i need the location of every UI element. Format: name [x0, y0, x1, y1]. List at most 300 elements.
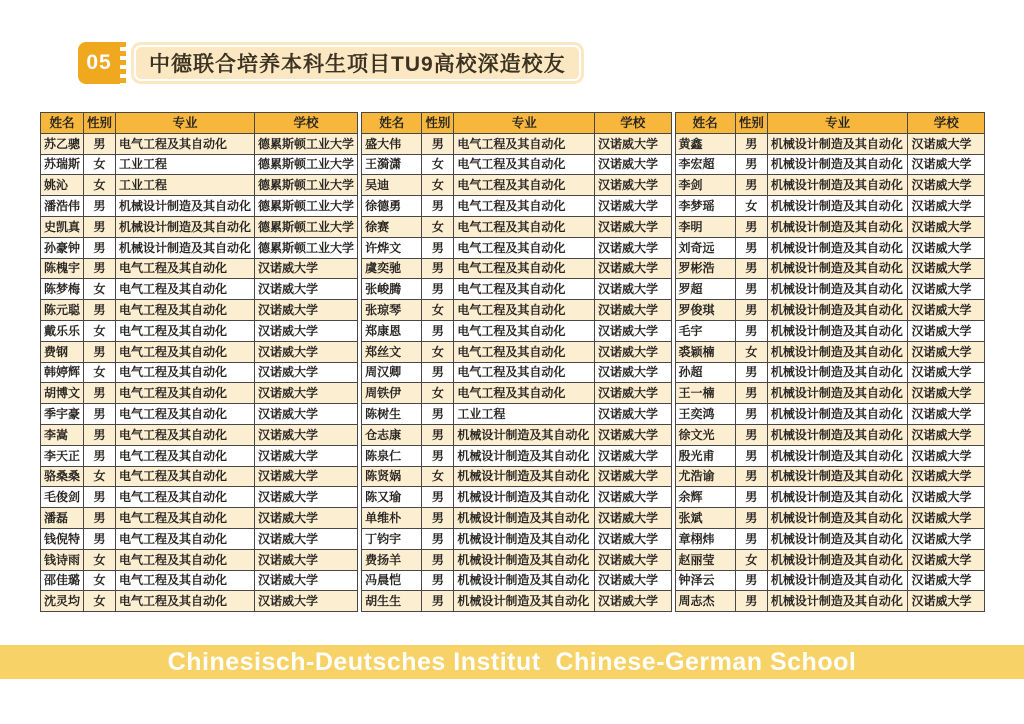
name-cell: 骆桑桑 [41, 466, 84, 487]
column-header-gender: 性别 [735, 113, 767, 134]
school-cell: 汉诺威大学 [908, 508, 985, 529]
name-cell: 钱诗雨 [41, 549, 84, 570]
gender-cell: 男 [84, 508, 116, 529]
major-cell: 工业工程 [454, 404, 595, 425]
table-row [362, 300, 671, 321]
badge-perforation-edge [120, 42, 126, 84]
major-cell: 工业工程 [116, 154, 255, 175]
name-cell: 王一楠 [675, 383, 735, 404]
gender-cell: 女 [84, 279, 116, 300]
name-cell: 余辉 [675, 487, 735, 508]
major-cell: 机械设计制造及其自动化 [767, 383, 908, 404]
name-cell: 孙豪钟 [41, 237, 84, 258]
major-cell: 电气工程及其自动化 [116, 133, 255, 154]
school-cell: 汉诺威大学 [255, 466, 358, 487]
major-cell: 机械设计制造及其自动化 [454, 508, 595, 529]
school-cell: 汉诺威大学 [255, 279, 358, 300]
name-cell: 李嵩 [41, 424, 84, 445]
name-cell: 钱倪特 [41, 528, 84, 549]
gender-cell: 女 [84, 320, 116, 341]
major-cell: 电气工程及其自动化 [454, 362, 595, 383]
gender-cell: 男 [735, 445, 767, 466]
gender-cell: 女 [84, 570, 116, 591]
gender-cell: 男 [735, 320, 767, 341]
table-row [675, 175, 984, 196]
school-cell: 汉诺威大学 [595, 300, 672, 321]
name-cell: 姚沁 [41, 175, 84, 196]
school-cell: 汉诺威大学 [908, 237, 985, 258]
table-row [675, 279, 984, 300]
major-cell: 电气工程及其自动化 [116, 424, 255, 445]
table-row [362, 279, 671, 300]
major-cell: 机械设计制造及其自动化 [767, 237, 908, 258]
school-cell: 汉诺威大学 [595, 445, 672, 466]
school-cell: 汉诺威大学 [255, 300, 358, 321]
school-cell: 汉诺威大学 [255, 445, 358, 466]
table-row [41, 216, 358, 237]
school-cell: 汉诺威大学 [255, 341, 358, 362]
table-header-row [41, 113, 358, 134]
major-cell: 电气工程及其自动化 [454, 320, 595, 341]
school-cell: 汉诺威大学 [255, 362, 358, 383]
table-row [362, 487, 671, 508]
school-cell: 汉诺威大学 [908, 258, 985, 279]
school-cell: 德累斯顿工业大学 [255, 154, 358, 175]
alumni-tables [40, 112, 985, 612]
gender-cell: 男 [735, 216, 767, 237]
table-row [41, 237, 358, 258]
gender-cell: 男 [735, 508, 767, 529]
major-cell: 机械设计制造及其自动化 [454, 549, 595, 570]
major-cell: 机械设计制造及其自动化 [454, 466, 595, 487]
major-cell: 电气工程及其自动化 [116, 258, 255, 279]
table-row [362, 258, 671, 279]
name-cell: 李明 [675, 216, 735, 237]
school-cell: 汉诺威大学 [255, 591, 358, 612]
gender-cell: 男 [735, 487, 767, 508]
major-cell: 机械设计制造及其自动化 [454, 528, 595, 549]
gender-cell: 男 [422, 404, 454, 425]
gender-cell: 男 [735, 154, 767, 175]
name-cell: 郑丝文 [362, 341, 422, 362]
school-cell: 汉诺威大学 [908, 404, 985, 425]
name-cell: 李剑 [675, 175, 735, 196]
school-cell: 汉诺威大学 [908, 424, 985, 445]
school-cell: 汉诺威大学 [908, 362, 985, 383]
section-number-badge: 05 [78, 42, 120, 84]
gender-cell: 男 [84, 424, 116, 445]
school-cell: 汉诺威大学 [908, 320, 985, 341]
table-row [362, 383, 671, 404]
name-cell: 尤浩谕 [675, 466, 735, 487]
major-cell: 机械设计制造及其自动化 [767, 466, 908, 487]
table-row [41, 196, 358, 217]
alumni-table-left [40, 112, 358, 612]
school-cell: 汉诺威大学 [255, 258, 358, 279]
school-cell: 汉诺威大学 [908, 175, 985, 196]
gender-cell: 男 [422, 528, 454, 549]
gender-cell: 男 [735, 570, 767, 591]
gender-cell: 男 [84, 528, 116, 549]
major-cell: 电气工程及其自动化 [116, 549, 255, 570]
school-cell: 汉诺威大学 [908, 591, 985, 612]
table-row [41, 320, 358, 341]
school-cell: 汉诺威大学 [595, 341, 672, 362]
table-row [675, 341, 984, 362]
gender-cell: 男 [735, 404, 767, 425]
column-header-name: 姓名 [41, 113, 84, 134]
column-header-gender: 性别 [84, 113, 116, 134]
gender-cell: 女 [422, 154, 454, 175]
table-row [675, 549, 984, 570]
gender-cell: 男 [84, 445, 116, 466]
name-cell: 胡生生 [362, 591, 422, 612]
major-cell: 机械设计制造及其自动化 [767, 549, 908, 570]
school-cell: 汉诺威大学 [255, 487, 358, 508]
school-cell: 汉诺威大学 [595, 466, 672, 487]
gender-cell: 女 [84, 175, 116, 196]
school-cell: 汉诺威大学 [595, 570, 672, 591]
major-cell: 机械设计制造及其自动化 [767, 258, 908, 279]
gender-cell: 女 [735, 341, 767, 362]
school-cell: 汉诺威大学 [255, 528, 358, 549]
gender-cell: 女 [422, 216, 454, 237]
gender-cell: 女 [84, 591, 116, 612]
table-row [362, 196, 671, 217]
name-cell: 殷光甫 [675, 445, 735, 466]
name-cell: 罗俊琪 [675, 300, 735, 321]
major-cell: 电气工程及其自动化 [116, 341, 255, 362]
gender-cell: 男 [735, 362, 767, 383]
school-cell: 汉诺威大学 [908, 341, 985, 362]
school-cell: 汉诺威大学 [908, 133, 985, 154]
name-cell: 王奕鸿 [675, 404, 735, 425]
major-cell: 机械设计制造及其自动化 [767, 341, 908, 362]
table-row [41, 279, 358, 300]
table-row [41, 133, 358, 154]
major-cell: 机械设计制造及其自动化 [116, 216, 255, 237]
major-cell: 电气工程及其自动化 [454, 383, 595, 404]
name-cell: 邵佳璐 [41, 570, 84, 591]
name-cell: 陈又瑜 [362, 487, 422, 508]
school-cell: 汉诺威大学 [908, 549, 985, 570]
table-row [362, 216, 671, 237]
table-row [362, 528, 671, 549]
name-cell: 潘浩伟 [41, 196, 84, 217]
major-cell: 机械设计制造及其自动化 [767, 154, 908, 175]
name-cell: 丁钧宇 [362, 528, 422, 549]
gender-cell: 男 [84, 133, 116, 154]
name-cell: 李天正 [41, 445, 84, 466]
name-cell: 单维朴 [362, 508, 422, 529]
gender-cell: 男 [422, 549, 454, 570]
gender-cell: 男 [422, 424, 454, 445]
major-cell: 机械设计制造及其自动化 [767, 216, 908, 237]
name-cell: 许烨文 [362, 237, 422, 258]
table-row [362, 424, 671, 445]
gender-cell: 男 [735, 175, 767, 196]
name-cell: 仓志康 [362, 424, 422, 445]
table-row [41, 466, 358, 487]
gender-cell: 男 [422, 133, 454, 154]
major-cell: 电气工程及其自动化 [454, 300, 595, 321]
table-row [41, 445, 358, 466]
major-cell: 电气工程及其自动化 [454, 237, 595, 258]
name-cell: 周志杰 [675, 591, 735, 612]
table-row [41, 528, 358, 549]
school-cell: 汉诺威大学 [595, 508, 672, 529]
table-row [41, 487, 358, 508]
table-row [41, 258, 358, 279]
table-header-row [362, 113, 671, 134]
name-cell: 季宇豪 [41, 404, 84, 425]
table-row [362, 154, 671, 175]
table-row [41, 508, 358, 529]
table-header-row [675, 113, 984, 134]
table-row [362, 591, 671, 612]
school-cell: 汉诺威大学 [255, 424, 358, 445]
major-cell: 电气工程及其自动化 [454, 175, 595, 196]
table-row [362, 362, 671, 383]
gender-cell: 男 [422, 320, 454, 341]
school-cell: 汉诺威大学 [255, 570, 358, 591]
school-cell: 汉诺威大学 [595, 196, 672, 217]
major-cell: 电气工程及其自动化 [116, 404, 255, 425]
column-header-gender: 性别 [422, 113, 454, 134]
table-row [675, 445, 984, 466]
school-cell: 汉诺威大学 [255, 404, 358, 425]
name-cell: 裘颖楠 [675, 341, 735, 362]
school-cell: 汉诺威大学 [595, 424, 672, 445]
gender-cell: 男 [735, 383, 767, 404]
table-row [675, 487, 984, 508]
major-cell: 电气工程及其自动化 [116, 383, 255, 404]
name-cell: 章栩炜 [675, 528, 735, 549]
name-cell: 徐德勇 [362, 196, 422, 217]
name-cell: 周铁伊 [362, 383, 422, 404]
name-cell: 戴乐乐 [41, 320, 84, 341]
major-cell: 电气工程及其自动化 [454, 196, 595, 217]
gender-cell: 男 [735, 528, 767, 549]
name-cell: 陈槐宇 [41, 258, 84, 279]
school-cell: 汉诺威大学 [255, 549, 358, 570]
school-cell: 德累斯顿工业大学 [255, 133, 358, 154]
name-cell: 刘奇远 [675, 237, 735, 258]
major-cell: 机械设计制造及其自动化 [767, 404, 908, 425]
major-cell: 机械设计制造及其自动化 [454, 487, 595, 508]
name-cell: 冯晨恺 [362, 570, 422, 591]
gender-cell: 男 [735, 237, 767, 258]
name-cell: 郑康恩 [362, 320, 422, 341]
name-cell: 陈元聪 [41, 300, 84, 321]
name-cell: 韩婷辉 [41, 362, 84, 383]
table-row [675, 258, 984, 279]
table-row [675, 216, 984, 237]
school-cell: 汉诺威大学 [908, 154, 985, 175]
table-row [675, 424, 984, 445]
table-row [362, 570, 671, 591]
name-cell: 盛大伟 [362, 133, 422, 154]
gender-cell: 男 [84, 258, 116, 279]
major-cell: 机械设计制造及其自动化 [767, 591, 908, 612]
gender-cell: 男 [84, 216, 116, 237]
major-cell: 电气工程及其自动化 [116, 487, 255, 508]
name-cell: 孙超 [675, 362, 735, 383]
school-cell: 汉诺威大学 [595, 528, 672, 549]
school-cell: 汉诺威大学 [255, 508, 358, 529]
gender-cell: 男 [84, 300, 116, 321]
major-cell: 机械设计制造及其自动化 [767, 196, 908, 217]
name-cell: 张斌 [675, 508, 735, 529]
major-cell: 电气工程及其自动化 [454, 279, 595, 300]
alumni-table-right [675, 112, 985, 612]
major-cell: 电气工程及其自动化 [116, 320, 255, 341]
major-cell: 电气工程及其自动化 [116, 591, 255, 612]
school-cell: 汉诺威大学 [908, 570, 985, 591]
table-row [675, 528, 984, 549]
school-cell: 汉诺威大学 [908, 487, 985, 508]
gender-cell: 女 [422, 383, 454, 404]
name-cell: 苏瑞斯 [41, 154, 84, 175]
name-cell: 张峻腾 [362, 279, 422, 300]
major-cell: 机械设计制造及其自动化 [767, 279, 908, 300]
table-row [41, 549, 358, 570]
name-cell: 陈贤娲 [362, 466, 422, 487]
major-cell: 电气工程及其自动化 [116, 528, 255, 549]
gender-cell: 男 [422, 279, 454, 300]
major-cell: 机械设计制造及其自动化 [767, 300, 908, 321]
column-header-major: 专业 [116, 113, 255, 134]
school-cell: 德累斯顿工业大学 [255, 216, 358, 237]
footer-banner [0, 645, 1024, 679]
gender-cell: 男 [84, 237, 116, 258]
table-row [675, 570, 984, 591]
school-cell: 德累斯顿工业大学 [255, 175, 358, 196]
gender-cell: 女 [84, 362, 116, 383]
name-cell: 陈梦梅 [41, 279, 84, 300]
major-cell: 电气工程及其自动化 [116, 279, 255, 300]
major-cell: 机械设计制造及其自动化 [767, 362, 908, 383]
major-cell: 电气工程及其自动化 [454, 216, 595, 237]
major-cell: 机械设计制造及其自动化 [454, 591, 595, 612]
school-cell: 汉诺威大学 [595, 175, 672, 196]
name-cell: 毛俊剑 [41, 487, 84, 508]
gender-cell: 男 [735, 279, 767, 300]
table-row [675, 362, 984, 383]
school-cell: 汉诺威大学 [595, 279, 672, 300]
column-header-school: 学校 [595, 113, 672, 134]
major-cell: 机械设计制造及其自动化 [767, 570, 908, 591]
table-row [41, 154, 358, 175]
school-cell: 汉诺威大学 [595, 404, 672, 425]
table-row [362, 404, 671, 425]
table-row [41, 404, 358, 425]
table-row [362, 341, 671, 362]
major-cell: 机械设计制造及其自动化 [767, 487, 908, 508]
name-cell: 潘磊 [41, 508, 84, 529]
gender-cell: 男 [422, 487, 454, 508]
major-cell: 机械设计制造及其自动化 [116, 196, 255, 217]
gender-cell: 男 [735, 300, 767, 321]
major-cell: 机械设计制造及其自动化 [116, 237, 255, 258]
school-cell: 汉诺威大学 [595, 362, 672, 383]
name-cell: 张琼琴 [362, 300, 422, 321]
name-cell: 胡博文 [41, 383, 84, 404]
major-cell: 电气工程及其自动化 [454, 154, 595, 175]
school-cell: 汉诺威大学 [595, 549, 672, 570]
table-row [41, 362, 358, 383]
table-row [675, 154, 984, 175]
name-cell: 罗超 [675, 279, 735, 300]
major-cell: 电气工程及其自动化 [116, 570, 255, 591]
gender-cell: 男 [735, 466, 767, 487]
table-row [675, 466, 984, 487]
gender-cell: 男 [735, 133, 767, 154]
name-cell: 陈泉仁 [362, 445, 422, 466]
major-cell: 电气工程及其自动化 [116, 300, 255, 321]
school-cell: 汉诺威大学 [255, 383, 358, 404]
major-cell: 机械设计制造及其自动化 [454, 570, 595, 591]
major-cell: 机械设计制造及其自动化 [767, 445, 908, 466]
major-cell: 机械设计制造及其自动化 [767, 528, 908, 549]
school-cell: 汉诺威大学 [595, 133, 672, 154]
gender-cell: 男 [84, 404, 116, 425]
table-row [675, 196, 984, 217]
name-cell: 罗彬浩 [675, 258, 735, 279]
major-cell: 电气工程及其自动化 [454, 341, 595, 362]
table-row [41, 424, 358, 445]
column-header-major: 专业 [767, 113, 908, 134]
school-cell: 汉诺威大学 [908, 528, 985, 549]
gender-cell: 男 [735, 424, 767, 445]
gender-cell: 女 [84, 466, 116, 487]
school-cell: 汉诺威大学 [595, 487, 672, 508]
major-cell: 电气工程及其自动化 [116, 508, 255, 529]
major-cell: 机械设计制造及其自动化 [454, 424, 595, 445]
major-cell: 机械设计制造及其自动化 [767, 175, 908, 196]
name-cell: 赵丽莹 [675, 549, 735, 570]
table-row [362, 133, 671, 154]
gender-cell: 女 [735, 196, 767, 217]
gender-cell: 男 [422, 258, 454, 279]
table-row [675, 300, 984, 321]
table-row [675, 237, 984, 258]
name-cell: 钟泽云 [675, 570, 735, 591]
school-cell: 汉诺威大学 [255, 320, 358, 341]
table-row [41, 175, 358, 196]
column-header-major: 专业 [454, 113, 595, 134]
table-row [41, 300, 358, 321]
school-cell: 德累斯顿工业大学 [255, 196, 358, 217]
school-cell: 汉诺威大学 [908, 279, 985, 300]
name-cell: 费钢 [41, 341, 84, 362]
school-cell: 汉诺威大学 [908, 196, 985, 217]
table-row [41, 591, 358, 612]
alumni-table-center [361, 112, 671, 612]
school-cell: 德累斯顿工业大学 [255, 237, 358, 258]
column-header-school: 学校 [255, 113, 358, 134]
table-row [675, 320, 984, 341]
table-row [675, 383, 984, 404]
table-row [675, 133, 984, 154]
major-cell: 机械设计制造及其自动化 [767, 424, 908, 445]
school-cell: 汉诺威大学 [595, 216, 672, 237]
table-row [362, 320, 671, 341]
school-cell: 汉诺威大学 [595, 383, 672, 404]
title-box [131, 42, 584, 84]
major-cell: 电气工程及其自动化 [454, 258, 595, 279]
gender-cell: 男 [422, 237, 454, 258]
